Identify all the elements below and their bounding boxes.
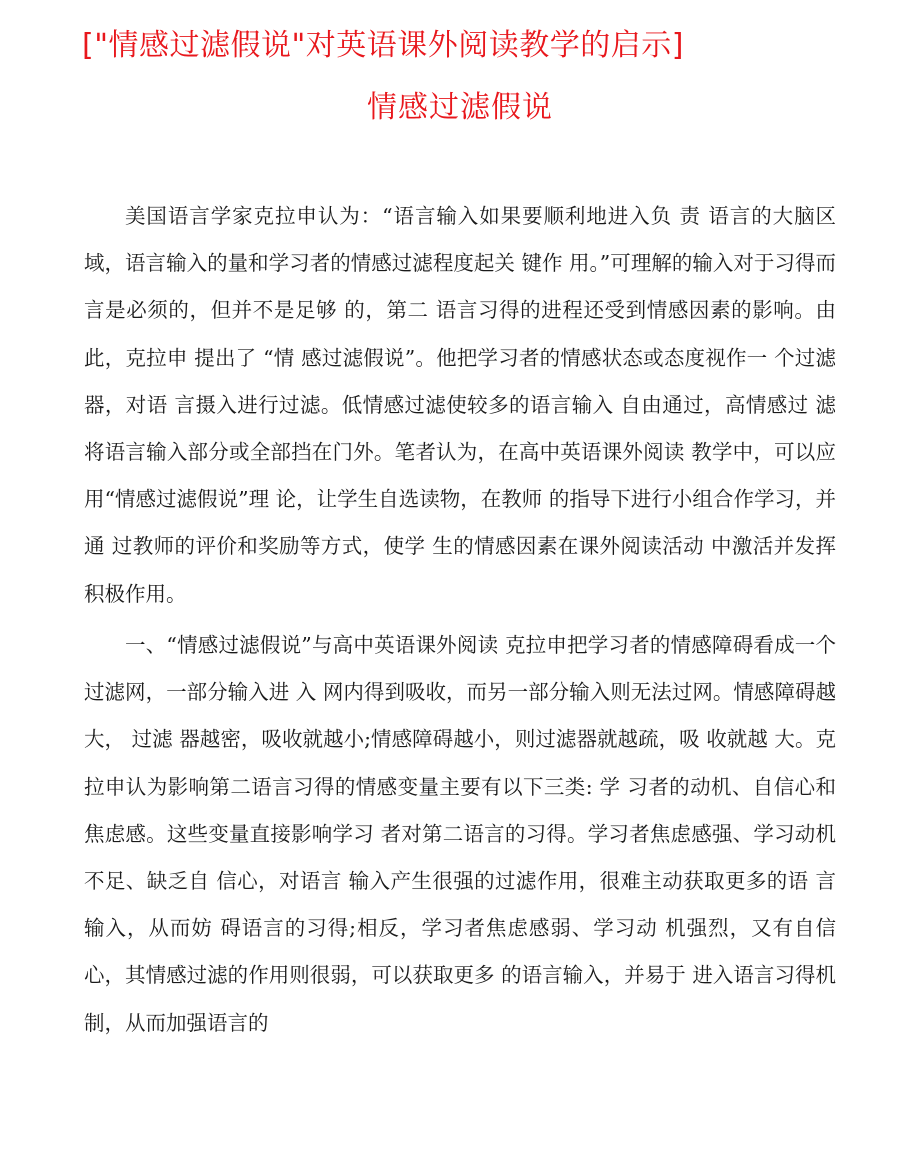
document-title: ["情感过滤假说"对英语课外阅读教学的启示]: [82, 28, 685, 63]
section-heading: 情感过滤假说: [367, 90, 553, 125]
body-paragraph-1: 美国语言学家克拉申认为：“语言输入如果要顺利地进入负 责 语言的大脑区域，语言输入的量和学习者的情感过滤程度起关 键作 用。”可理解的输入对于习得而言是必须的，但并不是足够 的，第二 语言习得的进程还受到情感因素的影响。由此，克拉申 提出了 “情 感过滤假说”。他把学习者的情感状态或态度视作一 个过滤器，对语 言摄入进行过滤。低情感过滤使较多的语言输入 自由通过，高情感过 滤将语言输入部分或全部挡在门外。笔者认为，在高中英语课外阅读 教学中，可以应用“情感过滤假说”理 论，让学生自选读物，在教师 的指导下进行小组合作学习，并通 过教师的评价和奖励等方式，使学 生的情感因素在课外阅读活动 中激活并发挥积极作用。: [84, 204, 836, 606]
body-paragraph-2: 一、“情感过滤假说”与高中英语课外阅读 克拉申把学习者的情感障碍看成一个过滤网，一部分输入进 入 网内得到吸收，而另一部分输入则无法过网。情感障碍越大， 过滤 器越密，吸收就越小;情感障碍越小，则过滤器就越疏，吸 收就越 大。克拉申认为影响第二语言习得的情感变量主要有以下三类: 学 习者的动机、自信心和焦虑感。这些变量直接影响学习 者对第二语言的习得。学习者焦虑感强、学习动机不足、缺乏自 信心，对语言 输入产生很强的过滤作用，很难主动获取更多的语 言输入，从而妨 碍语言的习得;相反，学习者焦虑感弱、学习动 机强烈，又有自信 心，其情感过滤的作用则很弱，可以获取更多 的语言输入，并易于 进入语言习得机制，从而加强语言的: [84, 633, 836, 1035]
